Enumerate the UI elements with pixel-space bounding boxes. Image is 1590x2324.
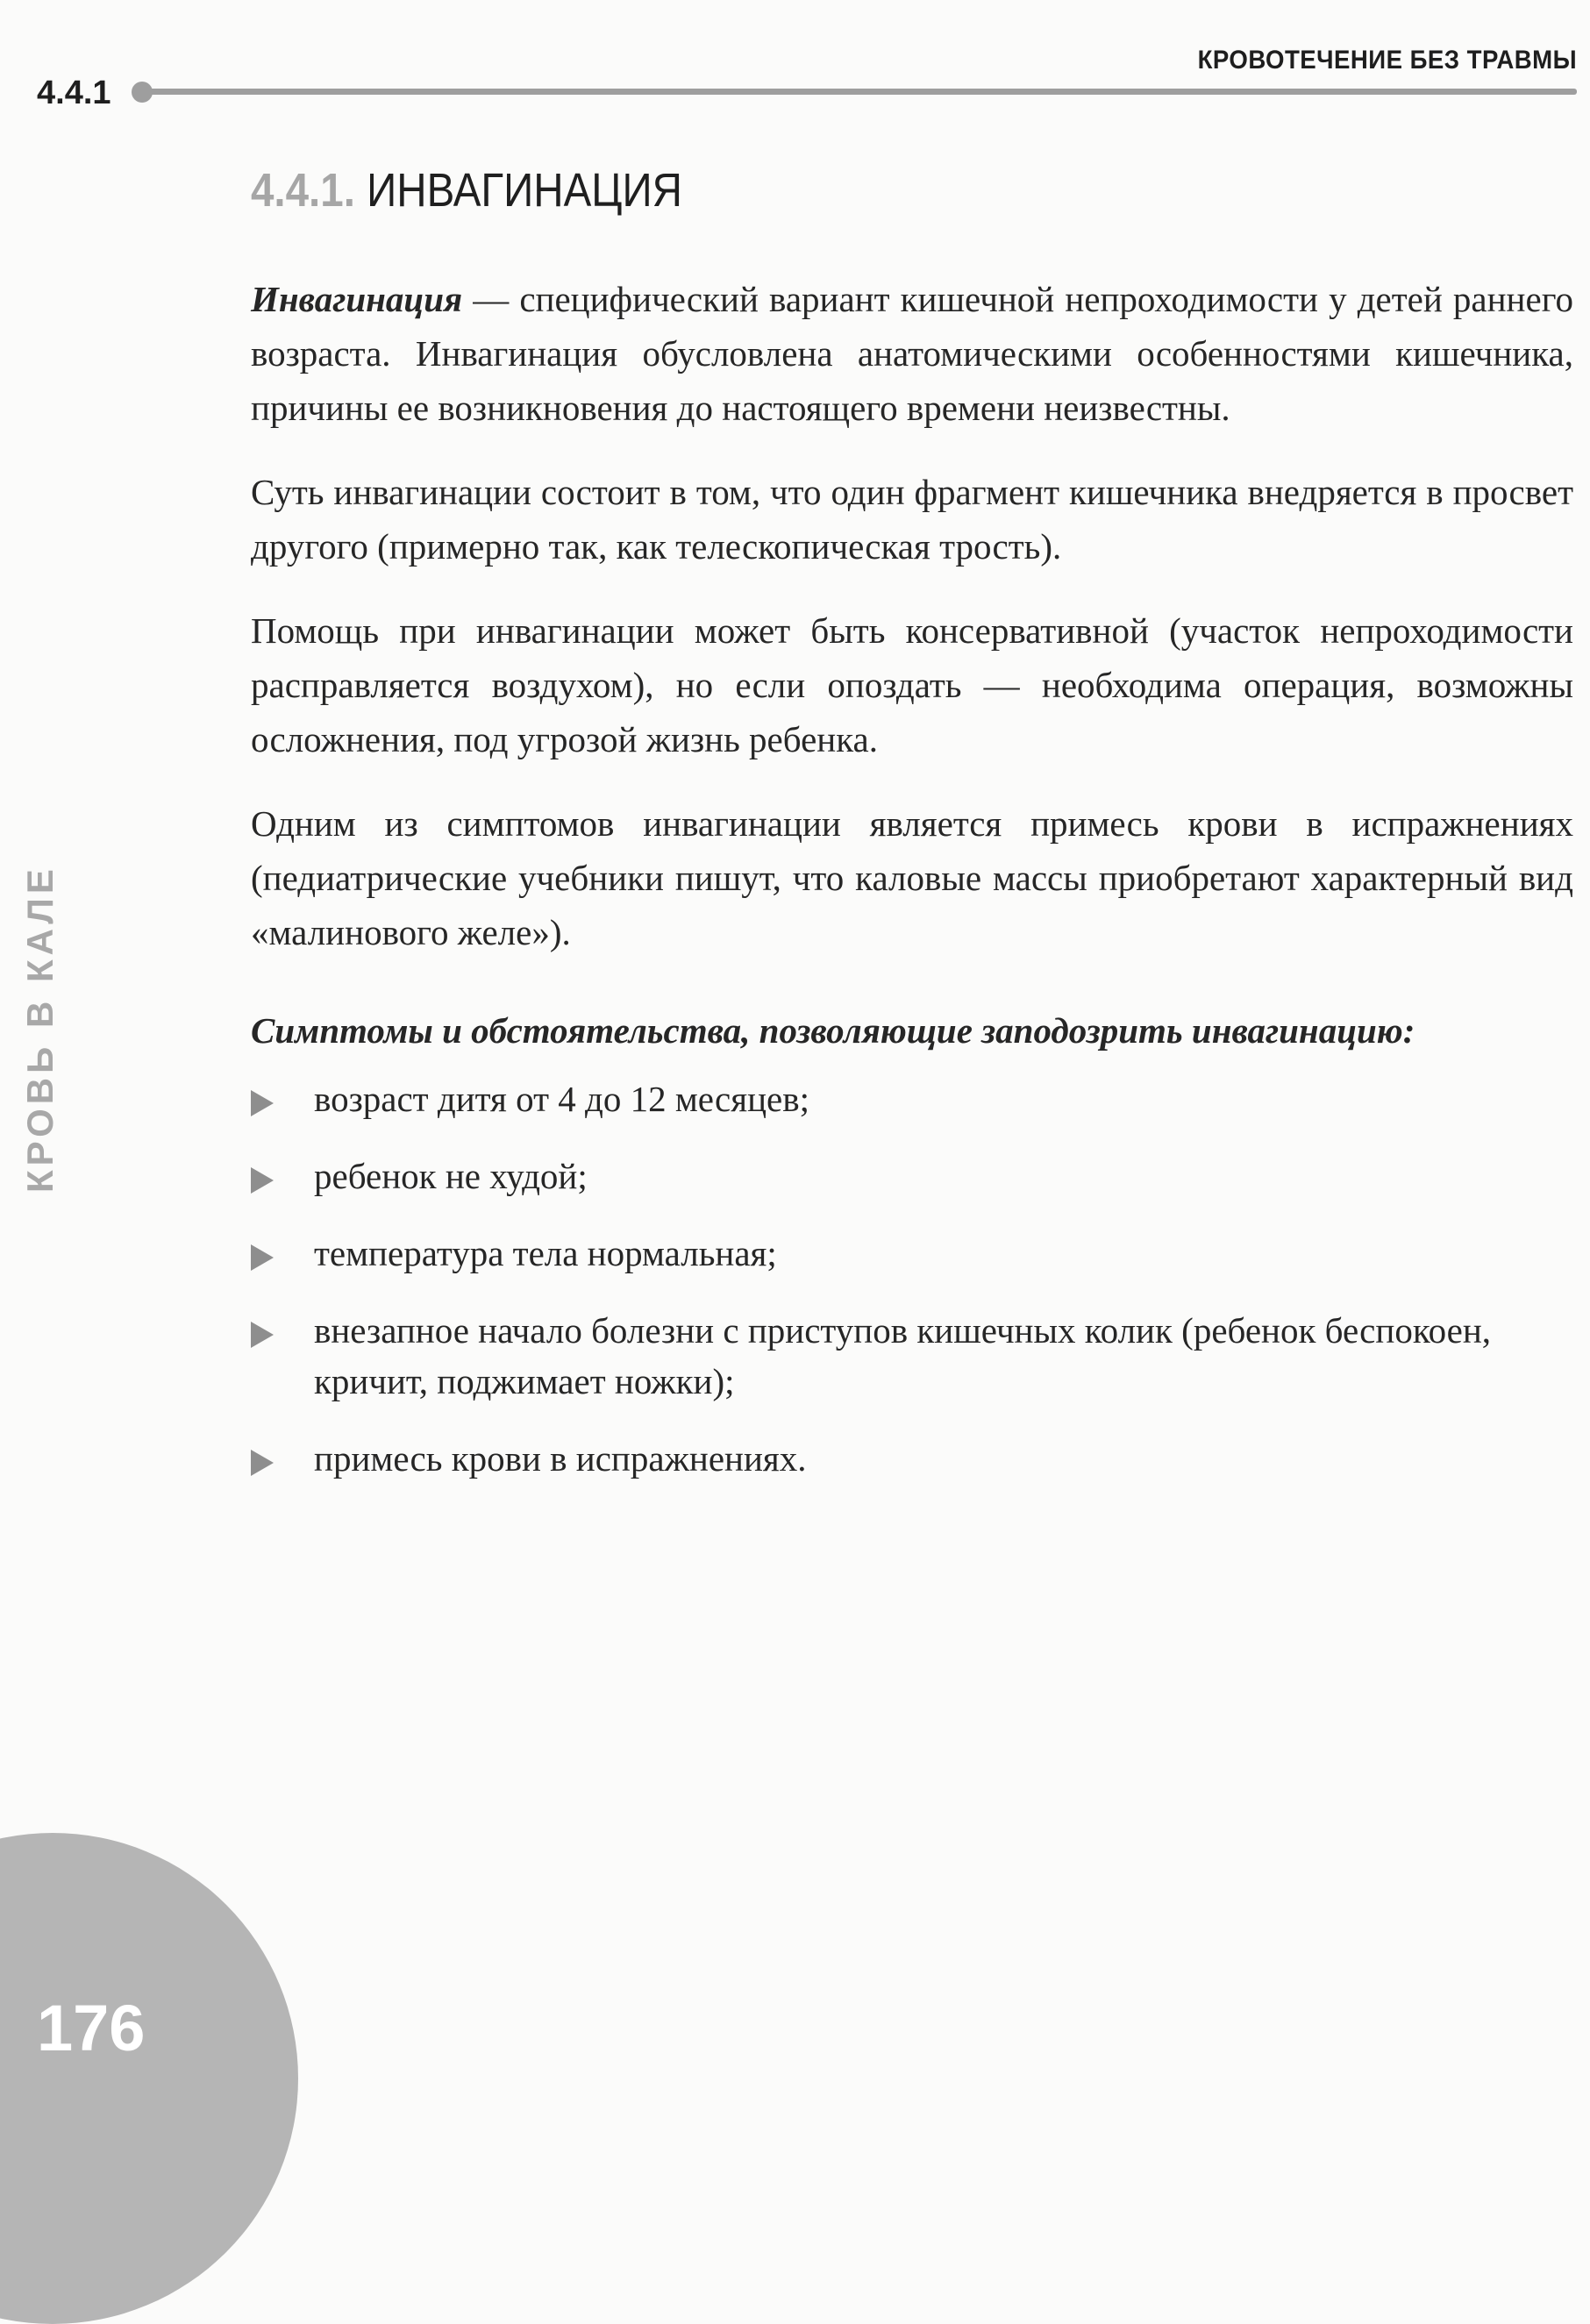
defined-term: Инвагинация [251, 279, 463, 319]
list-item-text: температура тела нормальная; [314, 1233, 777, 1273]
triangle-right-icon [251, 1322, 274, 1348]
triangle-right-icon [251, 1167, 274, 1194]
page-number: 176 [37, 1992, 146, 2064]
list-item [251, 1073, 1573, 1124]
page-corner-shape [0, 1833, 298, 2324]
definition-text: — специфический вариант кишечной непроходимости у детей раннего возраста. Инвагинация обусловлена анатомическими особенностями кишечника, причины ее возникновения до настоящего времени неизвестны. [251, 279, 1573, 428]
symptoms-list [251, 1073, 1573, 1484]
symptoms-subheading: Симптомы и обстоятельства, позволяющие заподозрить инвагинацию: [251, 1010, 1415, 1051]
paragraph-symptom: Одним из симптомов инвагинации является примесь крови в испражнениях (педиатрические учебники пишут, что каловые массы приобретают характерный вид «малинового желе»). [251, 803, 1573, 952]
running-header: КРОВОТЕЧЕНИЕ БЕЗ ТРАВМЫ [1197, 46, 1577, 75]
list-item [251, 1151, 1573, 1201]
section-title [251, 163, 1415, 217]
section-title-number: 4.4.1. [251, 164, 355, 217]
paragraph-definition [251, 272, 1573, 435]
list-item-text: внезапное начало болезни с приступов кишечных колик (ребенок беспокоен, кричит, поджимает ножки); [314, 1310, 1492, 1401]
header-dot-icon [132, 82, 153, 103]
list-item-text: возраст дитя от 4 до 12 месяцев; [314, 1079, 809, 1119]
chapter-side-label: КРОВЬ В КАЛЕ [19, 865, 61, 1193]
list-item [251, 1305, 1573, 1407]
list-item-text: ребенок не худой; [314, 1156, 588, 1196]
article [251, 163, 1573, 1510]
section-tab: 4.4.1 [37, 75, 111, 111]
triangle-right-icon [251, 1244, 274, 1271]
list-item [251, 1228, 1573, 1279]
triangle-right-icon [251, 1090, 274, 1116]
paragraph-essence: Суть инвагинации состоит в том, что один фрагмент кишечника внедряется в просвет другого (примерно так, как телескопическая трость). [251, 472, 1573, 567]
header-rule [145, 89, 1577, 95]
paragraph-treatment: Помощь при инвагинации может быть консервативной (участок непроходимости расправляется воздухом), но если опоздать — необходима операция, возможны осложнения, под угрозой жизнь ребенка. [251, 610, 1573, 759]
triangle-right-icon [251, 1450, 274, 1476]
section-title-text: ИНВАГИНАЦИЯ [367, 164, 682, 217]
list-item-text: примесь крови в испражнениях. [314, 1438, 807, 1479]
list-item [251, 1433, 1573, 1484]
